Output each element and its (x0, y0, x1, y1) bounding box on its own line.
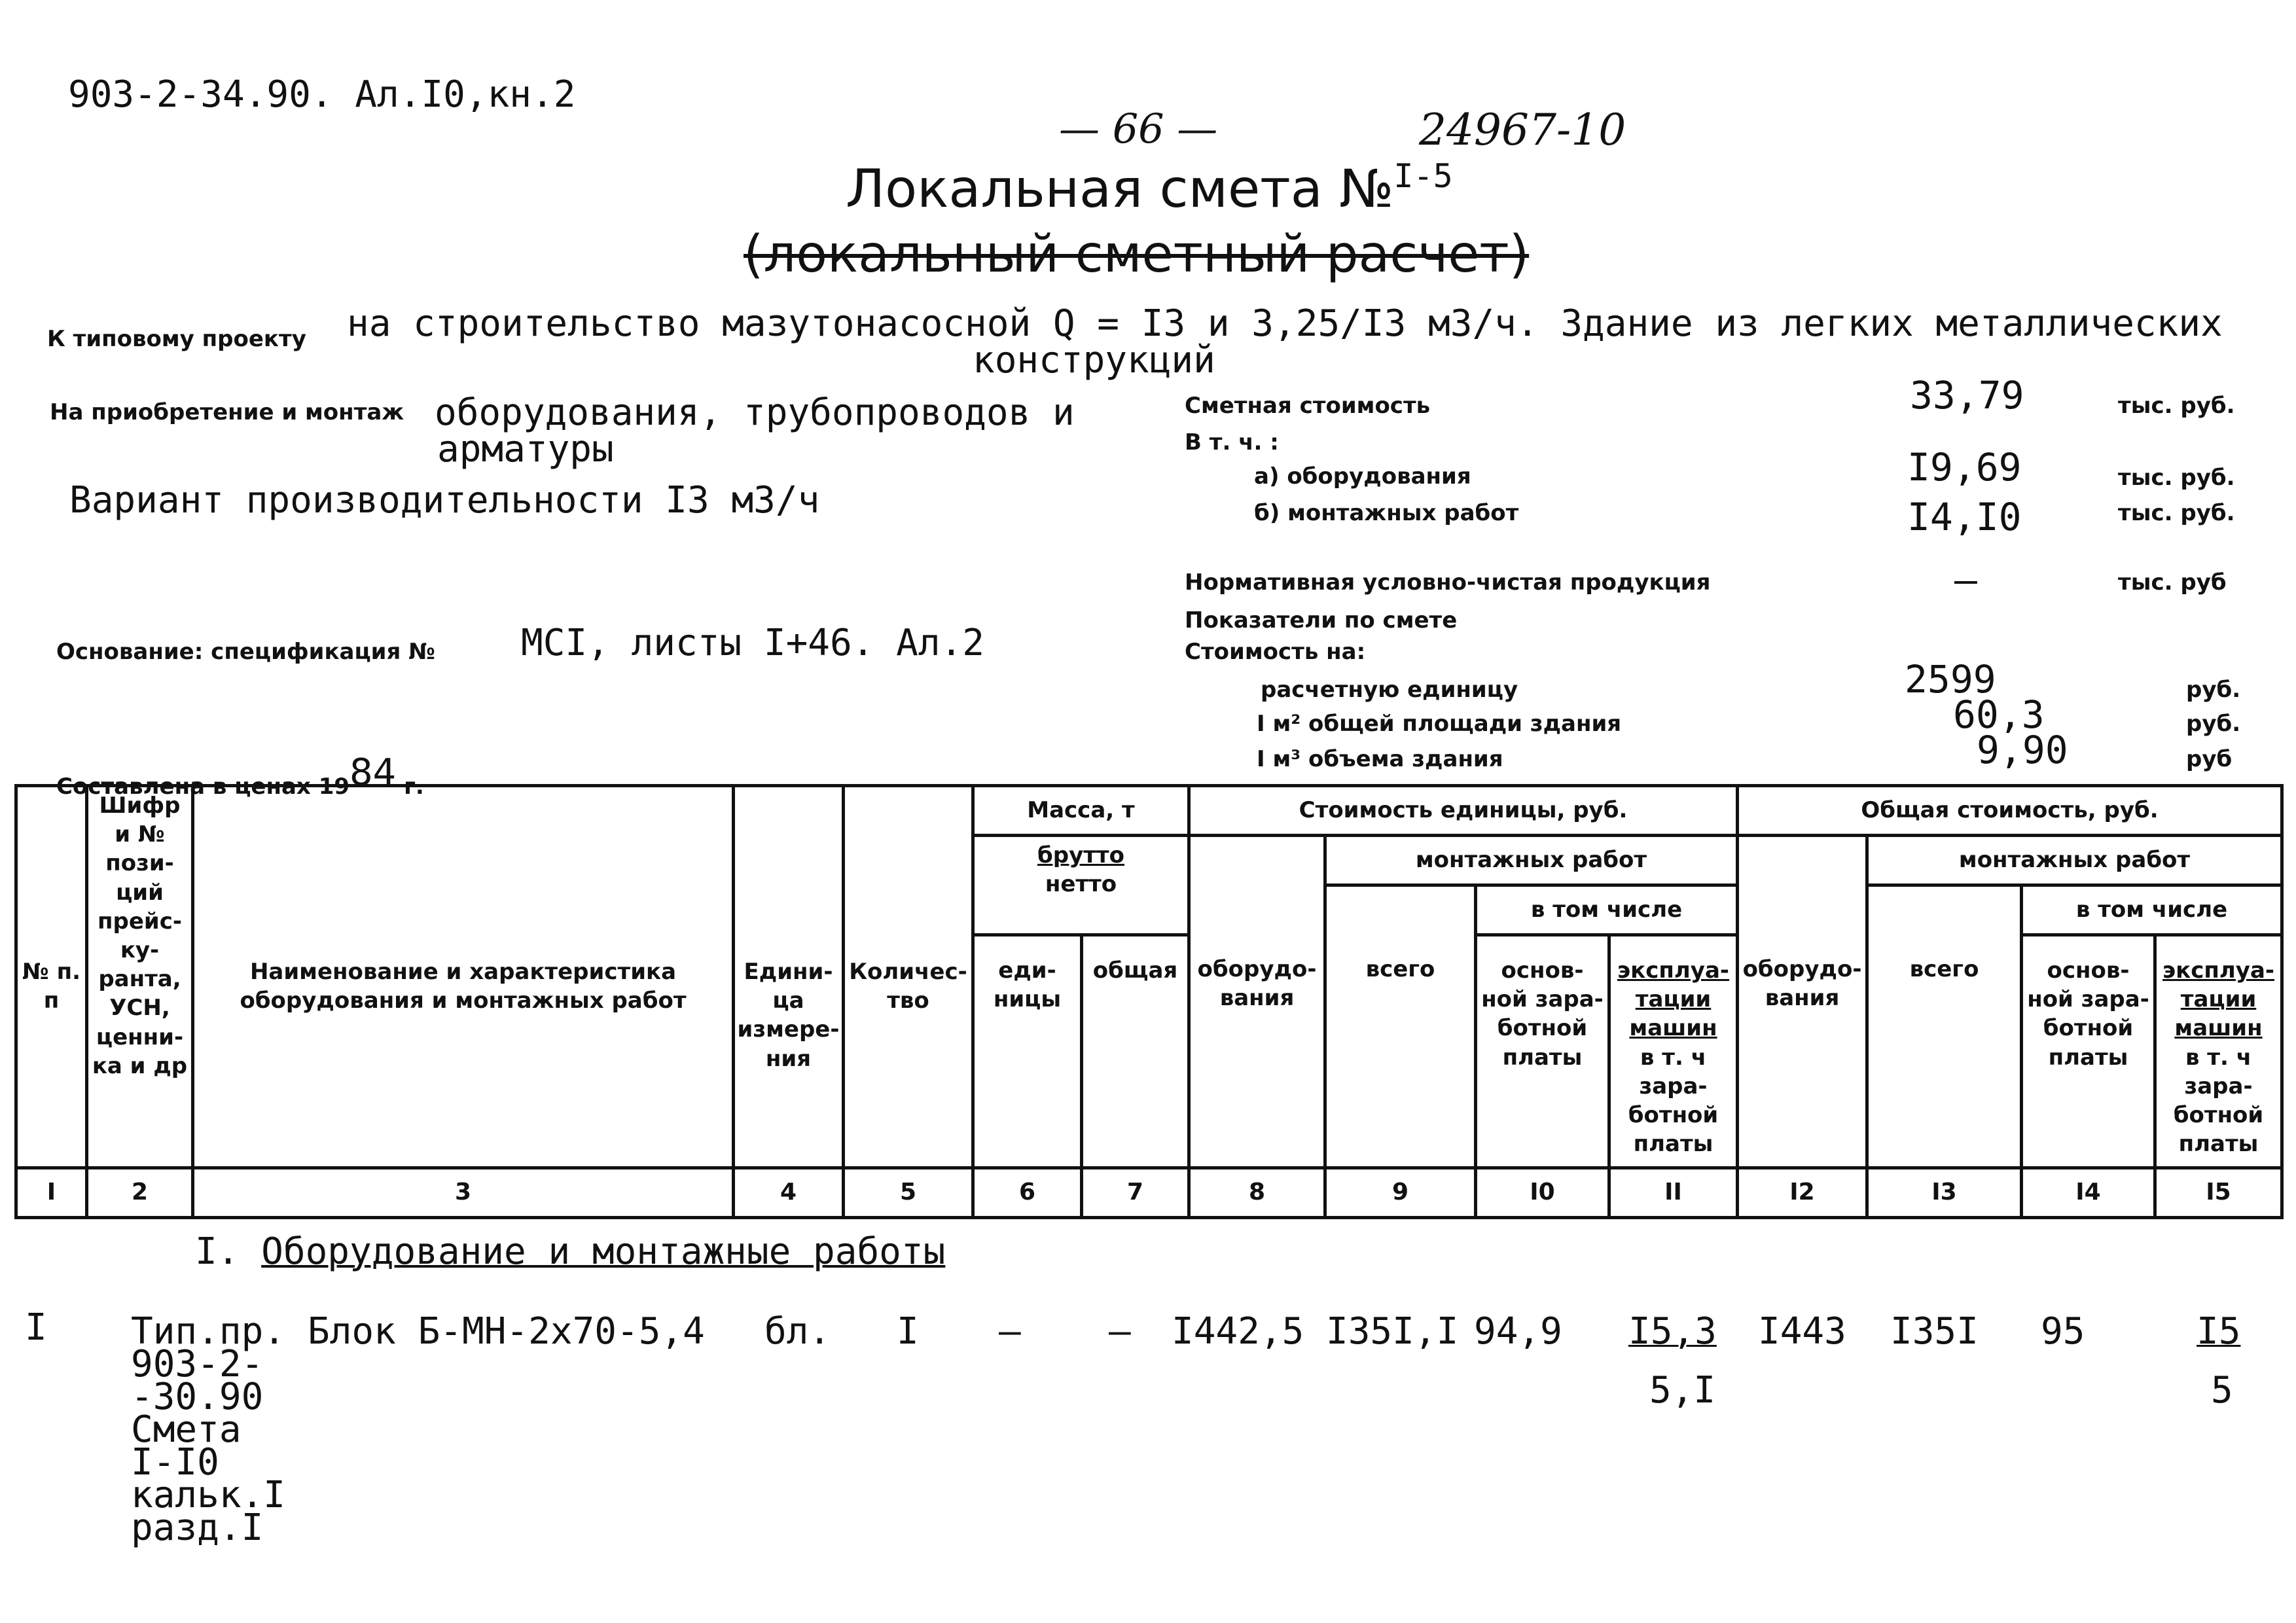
row-name: Блок Б-МН-2х70-5,4 (308, 1310, 705, 1353)
mass-total-header: общая (1082, 935, 1189, 1168)
row-total-machine: I5 (2197, 1310, 2241, 1353)
col-number: II (1609, 1168, 1738, 1218)
per-m2-value: 60,3 (1953, 692, 2045, 737)
total-machine-wage: в т. ч зара- ботной платы (2173, 1044, 2264, 1158)
basis-value: MCI, листы I+46. Ал.2 (521, 622, 985, 664)
estimated-cost-value: 33,79 (1910, 373, 2024, 418)
row-mass-unit: – (999, 1310, 1021, 1353)
project-label: К типовому проекту (47, 326, 306, 352)
indicators-label: Показатели по смете (1185, 607, 1458, 633)
col-number: I5 (2155, 1168, 2282, 1218)
col-number: I3 (1867, 1168, 2022, 1218)
total-including-header: в том числе (2022, 885, 2282, 935)
col-no-header: № п. п (16, 786, 87, 1168)
compiled-text: Составлена в ценах (56, 774, 311, 800)
unit-equipment-header: оборудо- вания (1189, 836, 1325, 1168)
row-qty: I (897, 1310, 919, 1353)
subtitle (744, 225, 1529, 284)
row-code-line: 903-2- (131, 1343, 264, 1385)
purchase-line1: оборудования, трубопроводов и (435, 391, 1075, 434)
row-code-line: Тип.пр. (131, 1310, 286, 1353)
net-product-value: – (1954, 558, 1977, 602)
total-machine-header (2155, 935, 2282, 1168)
col-number: I4 (2022, 1168, 2155, 1218)
row-total-equipment: I443 (1758, 1310, 1846, 1353)
mass-group-header: Масса, т (973, 786, 1189, 836)
col-number: I0 (1476, 1168, 1609, 1218)
col-number: 8 (1189, 1168, 1325, 1218)
compiled-year-prefix: 19 (318, 774, 350, 800)
col-unit-header: Едини- ца измере- ния (734, 786, 844, 1168)
unit-machine-header (1609, 935, 1738, 1168)
row-unit-machine-wage: 5,I (1649, 1369, 1716, 1412)
basis-label: Основание: спецификация № (56, 639, 436, 665)
total-cost-group-header: Общая стоимость, руб. (1738, 786, 2282, 836)
including-label: В т. ч. : (1185, 429, 1279, 455)
row-total-machine-wage: 5 (2211, 1369, 2233, 1412)
estimated-cost-label: Сметная стоимость (1185, 393, 1431, 419)
row-unit-all: I35I,I (1326, 1310, 1459, 1353)
estimate-table (14, 784, 2284, 1219)
installation-unit: тыс. руб. (2118, 500, 2235, 526)
per-m2-label: I м² общей площади здания (1257, 711, 1622, 737)
col-number: 7 (1082, 1168, 1189, 1218)
row-unit-equipment: I442,5 (1172, 1310, 1304, 1353)
total-machine-op: эксплуа- тации машин (2162, 957, 2275, 1042)
row-code-line: -30.90 (131, 1376, 264, 1418)
per-m2-unit: руб. (2186, 711, 2241, 737)
total-installation-header: монтажных работ (1867, 836, 2282, 885)
col-qty-header: Количес- тво (844, 786, 973, 1168)
project-line1: на строительство мазутонасосной Q = I3 и 3,25/I3 м3/ч. Здание из легких металлических (347, 302, 2223, 345)
section-number: I. (195, 1230, 240, 1273)
equipment-label: а) оборудования (1254, 463, 1471, 490)
row-unit-machine: I5,3 (1628, 1310, 1717, 1353)
installation-label: б) монтажных работ (1254, 500, 1519, 526)
unit-installation-header: монтажных работ (1325, 836, 1738, 885)
col-number: I2 (1738, 1168, 1867, 1218)
mass-brutto-netto (973, 836, 1189, 935)
mass-brutto: брутто (1037, 842, 1124, 868)
per-m3-unit: руб (2186, 746, 2233, 772)
row-total-all: I35I (1890, 1310, 1979, 1353)
unit-cost-group-header: Стоимость единицы, руб. (1189, 786, 1738, 836)
unit-basic-wage-header: основ- ной зара- ботной платы (1476, 935, 1609, 1168)
estimate-number: I-5 (1393, 157, 1453, 195)
unit-all-header: всего (1325, 885, 1476, 1168)
row-no: I (25, 1306, 47, 1349)
mass-netto: нетто (1045, 871, 1117, 898)
col-number: 2 (87, 1168, 193, 1218)
per-m3-value: 9,90 (1977, 728, 2068, 772)
page-number: — 66 — (1059, 105, 1218, 152)
row-mass-total: – (1109, 1310, 1131, 1353)
compiled-year-suffix: г. (404, 774, 424, 800)
row-code-line: разд.I (131, 1507, 264, 1549)
total-basic-wage-header: основ- ной зара- ботной платы (2022, 935, 2155, 1168)
total-all-header: всего (1867, 885, 2022, 1168)
col-code-header: Шифр и № пози- ций прейс- ку- ранта, УСН, ценни- ка и др (87, 786, 193, 1168)
document-id: 903-2-34.90. Ал.I0,кн.2 (68, 73, 576, 116)
col-number: I (16, 1168, 87, 1218)
unit-machine-wage: в т. ч зара- ботной платы (1628, 1044, 1719, 1158)
col-number: 3 (193, 1168, 734, 1218)
estimated-cost-unit: тыс. руб. (2118, 393, 2235, 419)
cost-per-label: Стоимость на: (1185, 639, 1366, 665)
col-number: 9 (1325, 1168, 1476, 1218)
installation-value: I4,I0 (1907, 495, 2022, 539)
row-code-line: Смета (131, 1408, 242, 1451)
variant-text: Вариант производительности I3 м3/ч (69, 479, 820, 522)
equipment-unit: тыс. руб. (2118, 465, 2235, 491)
net-product-label: Нормативная условно-чистая продукция (1185, 569, 1711, 596)
section-heading (195, 1230, 945, 1273)
per-unit-value: 2599 (1905, 657, 1996, 702)
purchase-label: На приобретение и монтаж (50, 399, 404, 425)
per-unit-label: расчетную единицу (1261, 677, 1518, 703)
row-code-line: кальк.I (131, 1474, 286, 1516)
col-name-header: Наименование и характеристика оборудования и монтажных работ (193, 786, 734, 1168)
mass-unit-header: еди- ницы (973, 935, 1082, 1168)
unit-machine-op: эксплуа- тации машин (1617, 957, 1729, 1042)
equipment-value: I9,69 (1907, 445, 2022, 490)
purchase-line2: арматуры (437, 428, 614, 471)
section-title: Оборудование и монтажные работы (261, 1230, 946, 1273)
row-total-basic: 95 (2041, 1310, 2085, 1353)
net-product-unit: тыс. руб (2118, 569, 2227, 596)
compiled-year: 84 (350, 751, 397, 794)
col-number: 4 (734, 1168, 844, 1218)
row-code-line: I-I0 (131, 1441, 219, 1484)
per-m3-label: I м³ объема здания (1257, 746, 1503, 772)
unit-including-header: в том числе (1476, 885, 1738, 935)
subtitle-struck: (локальный сметный расчет) (744, 225, 1530, 284)
per-unit-unit: руб. (2186, 677, 2241, 703)
col-number: 5 (844, 1168, 973, 1218)
total-equipment-header: оборудо- вания (1738, 836, 1867, 1168)
row-unit-basic: 94,9 (1474, 1310, 1562, 1353)
project-line2: конструкций (973, 339, 1215, 382)
title-text: Локальная смета № (846, 158, 1394, 219)
document-number: 24967-10 (1419, 105, 1626, 155)
page-title (846, 157, 1453, 219)
row-unit: бл. (764, 1310, 831, 1353)
col-number: 6 (973, 1168, 1082, 1218)
